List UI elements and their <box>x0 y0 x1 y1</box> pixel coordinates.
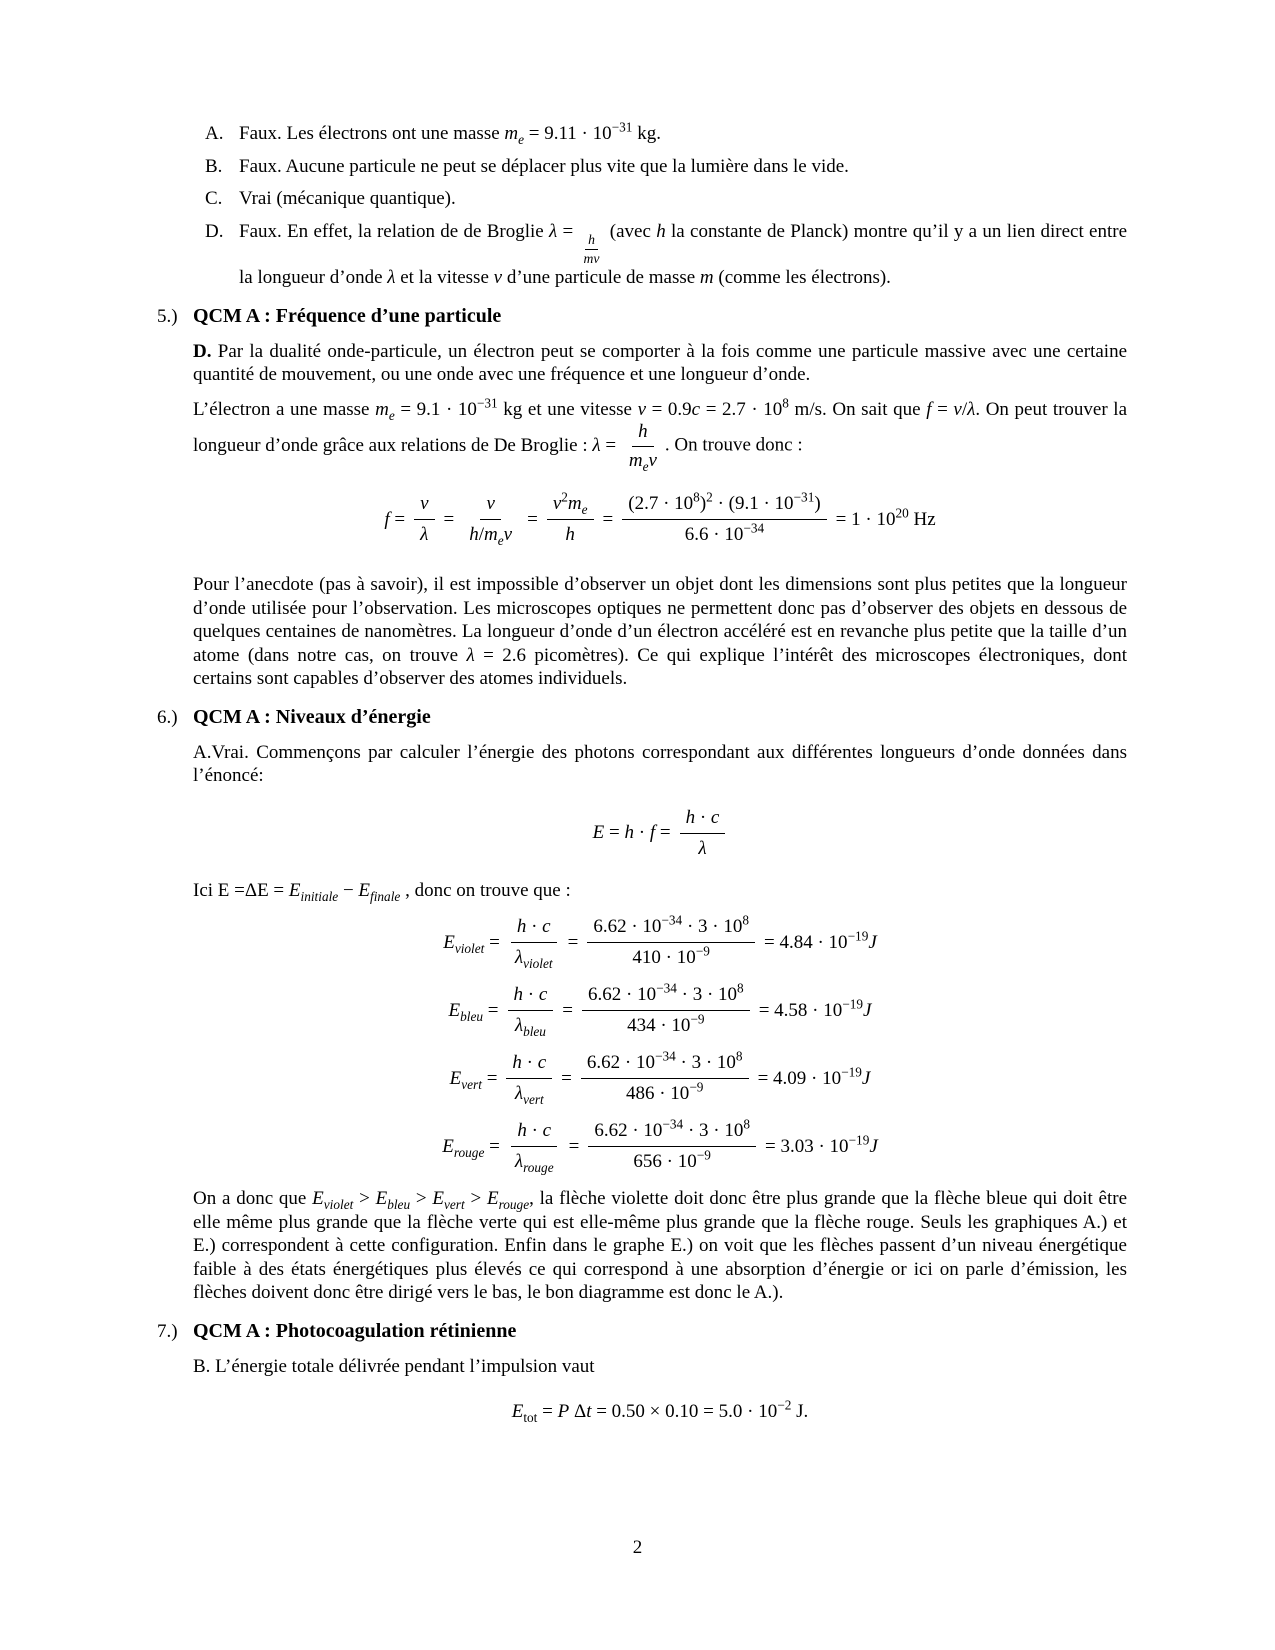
section-number: 6.) <box>157 706 178 728</box>
section-6-paragraph-2: Ici $E =\Delta E = E_{initiale} - E_{finale}$ , donc on trouve que : <box>193 879 571 904</box>
denominator: $486 \cdot 10^{-9}$ <box>625 1079 704 1105</box>
item-text: Faux. Aucune particule ne peut se déplacer plus vite que la lumière dans le vide. <box>239 155 849 177</box>
paragraph-text: . On trouve donc : <box>664 435 803 457</box>
denominator: mv <box>583 250 600 266</box>
equation-result: = $1 \cdot 10^{20}$ Hz <box>835 505 936 530</box>
fraction <box>506 1051 552 1106</box>
list-item-d <box>205 220 1127 290</box>
equals-sign: = <box>561 1067 572 1089</box>
equals-sign: = <box>567 931 579 953</box>
numerator: $6.62 \cdot 10^{-34} \cdot 3 \cdot 10^8$ <box>581 1051 749 1079</box>
fraction <box>588 1116 756 1174</box>
section-number: 5.) <box>157 305 178 327</box>
numerator: h <box>632 421 654 447</box>
denominator: $410 \cdot 10^{-9}$ <box>632 943 710 969</box>
fraction <box>547 489 594 547</box>
equation-lhs: f = <box>384 508 406 530</box>
item-text: Faux. Les électrons ont une masse $m_e = 9.11 \cdot 10^{-31}$ kg. <box>239 119 661 147</box>
section-5-paragraph-2 <box>193 395 1127 475</box>
answer-list <box>205 119 1127 290</box>
section-5-paragraph-3: Pour l’anecdote (pas à savoir), il est impossible d’observer un objet dont les dimensions sont plus petites que la longueur d’onde utilisée pour l’observation. Les microscopes optiques ne permettent donc pas d’observer des objets en dessous de quelques centaines de nanomètres. La longueur d’onde d’un électron accéléré est en revanche plus petite que la taille d’un atome (dans notre cas, on trouve λ = 2.6 picomètres). Ce qui explique l’intérêt des microscopes électroniques, dont certains sont capables d’observer des atomes individuels. <box>193 574 1127 690</box>
section-title: QCM A : Niveaux d’énergie <box>193 705 431 728</box>
item-text-before: Faux. En effet, la relation de de Broglie λ = <box>239 220 579 242</box>
equation-result: = $4.58 \cdot 10^{-19}J$ <box>758 996 872 1021</box>
equals-sign: = <box>562 999 573 1021</box>
fraction <box>508 983 554 1038</box>
fraction <box>581 232 603 266</box>
paragraph-text: L’électron a une masse $m_e = 9.1 \cdot 10^{-31}$ kg et une vitesse $v = 0.9c = 2.7 \cdot 10^8$ m/s. On sait que f = v/λ. On peut trouver la longueur d’onde grâce aux relations de De Broglie : λ = <box>193 395 1127 457</box>
numerator: $(2.7 \cdot 10^8)^2 \cdot (9.1 \cdot 10^{-31})$ <box>622 492 826 520</box>
equation-lhs: E = h · f = <box>592 822 671 844</box>
section-6-paragraph-1: A.Vrai. Commençons par calculer l’énergie des photons correspondant aux différentes longueurs d’onde données dans l’énoncé: <box>193 741 1127 787</box>
equation-result: = $4.84 \cdot 10^{-19}J$ <box>764 928 877 953</box>
equation-total-energy: $E_{tot} = P$ $\Delta t = 0.50 \times 0.10 = 5.0 \cdot 10^{-2}$ J. <box>511 1397 809 1425</box>
fraction <box>680 806 726 861</box>
item-label: A. <box>205 123 224 144</box>
denominator: $\lambda_{violet}$ <box>514 947 553 971</box>
numerator: h · c <box>680 806 726 834</box>
numerator: h · c <box>508 983 554 1011</box>
equation-result: = $3.03 \cdot 10^{-19}J$ <box>765 1132 878 1157</box>
numerator: h <box>585 232 598 250</box>
denominator: $\lambda_{rouge}$ <box>514 1151 554 1175</box>
equation-photon-energy <box>193 806 1127 861</box>
item-label: B. <box>205 155 223 177</box>
equation-energy-vert <box>193 1048 1127 1107</box>
item-label: C. <box>205 188 223 209</box>
numerator: h · c <box>511 1119 557 1147</box>
section-6-paragraph-3: On a donc que $E_{violet} > E_{bleu} > E_{vert} > E_{rouge}$, la flèche violette doit donc être plus grande que la flèche bleue qui doit être elle même plus grande que la flèche verte qui est elle-même plus grande que la flèche rouge. Seuls les graphiques A.) et E.) correspondent à cette configuration. Enfin dans le graphe E.) on voit que les flèches passent d’un niveau énergétique faible à des états énergétiques plus élevés ce qui correspond à une absorption d’énergie or ici on parle d’émission, les flèches doivent donc être dirigé vers le bas, le bon diagramme est donc le A.). <box>193 1188 1128 1304</box>
fraction <box>581 1048 749 1106</box>
equation-lhs: $E_{rouge}$ = <box>442 1135 500 1160</box>
section-5-paragraph-1: D. Par la dualité onde-particule, un électron peut se comporter à la fois comme une particule massive avec une certaine quantité de mouvement, ou une onde avec une fréquence et une longueur d’onde. <box>193 340 1127 386</box>
denominator: $\lambda_{bleu}$ <box>514 1015 546 1039</box>
fraction <box>582 980 750 1038</box>
denominator: λ <box>420 524 429 546</box>
numerator: h · c <box>506 1051 552 1079</box>
section-title: QCM A : Photocoagulation rétinienne <box>193 1319 517 1342</box>
equation-energy-bleu <box>193 980 1127 1039</box>
numerator: $6.62 \cdot 10^{-34} \cdot 3 \cdot 10^8$ <box>587 915 755 943</box>
item-text-after: (avec h la constante de Planck) montre qu’il y a un lien direct entre la longueur d’onde λ et la vitesse v d’une particule de masse m (comme les électrons). <box>239 220 1127 289</box>
denominator: $434 \cdot 10^{-9}$ <box>627 1011 705 1037</box>
section-number: 7.) <box>157 1320 178 1342</box>
fraction <box>463 492 518 547</box>
equation-result: = $4.09 \cdot 10^{-19}J$ <box>757 1064 871 1089</box>
item-text: Vrai (mécanique quantique). <box>239 188 456 209</box>
fraction <box>622 489 826 547</box>
item-text <box>239 220 1127 290</box>
denominator: $\lambda_{vert}$ <box>514 1083 544 1107</box>
equals-sign: = <box>602 508 614 530</box>
fraction <box>509 915 559 970</box>
fraction <box>509 1119 560 1174</box>
equals-sign: = <box>568 1135 580 1157</box>
equation-energy-rouge <box>193 1116 1127 1175</box>
list-item-c <box>205 187 1127 211</box>
equation-frequency <box>193 489 1127 548</box>
numerator: $6.62 \cdot 10^{-34} \cdot 3 \cdot 10^8$ <box>582 983 750 1011</box>
fraction <box>414 492 434 547</box>
numerator: v <box>480 492 500 520</box>
denominator: h <box>565 524 575 546</box>
section-7-paragraph-1: B. L’énergie totale délivrée pendant l’impulsion vaut <box>193 1355 595 1377</box>
equals-sign: = <box>443 508 455 530</box>
fraction <box>623 421 663 475</box>
denominator: $6.6 \cdot 10^{-34}$ <box>684 520 765 546</box>
denominator: $m_ev$ <box>628 450 657 475</box>
denominator: $656 \cdot 10^{-9}$ <box>633 1147 711 1173</box>
equation-energy-violet <box>193 912 1127 971</box>
equation-lhs: $E_{vert}$ = <box>449 1067 498 1092</box>
section-5-heading <box>157 304 1127 329</box>
denominator: $h/m_ev$ <box>469 524 513 548</box>
fraction <box>587 912 755 970</box>
item-label: D. <box>205 220 224 242</box>
numerator: v <box>414 492 434 520</box>
numerator: $6.62 \cdot 10^{-34} \cdot 3 \cdot 10^8$ <box>588 1119 756 1147</box>
numerator: h · c <box>511 915 557 943</box>
page-number: 2 <box>632 1537 643 1558</box>
section-title: QCM A : Fréquence d’une particule <box>193 304 502 327</box>
denominator: λ <box>698 837 707 859</box>
list-item-a <box>205 119 1127 147</box>
section-6-heading <box>157 705 1127 730</box>
section-7-heading <box>157 1319 1127 1344</box>
equals-sign: = <box>527 508 538 530</box>
equation-lhs: $E_{violet}$ = <box>443 931 500 956</box>
numerator: $v^2m_e$ <box>547 492 594 520</box>
list-item-b <box>205 155 1127 179</box>
equation-lhs: $E_{bleu}$ = <box>448 999 499 1024</box>
